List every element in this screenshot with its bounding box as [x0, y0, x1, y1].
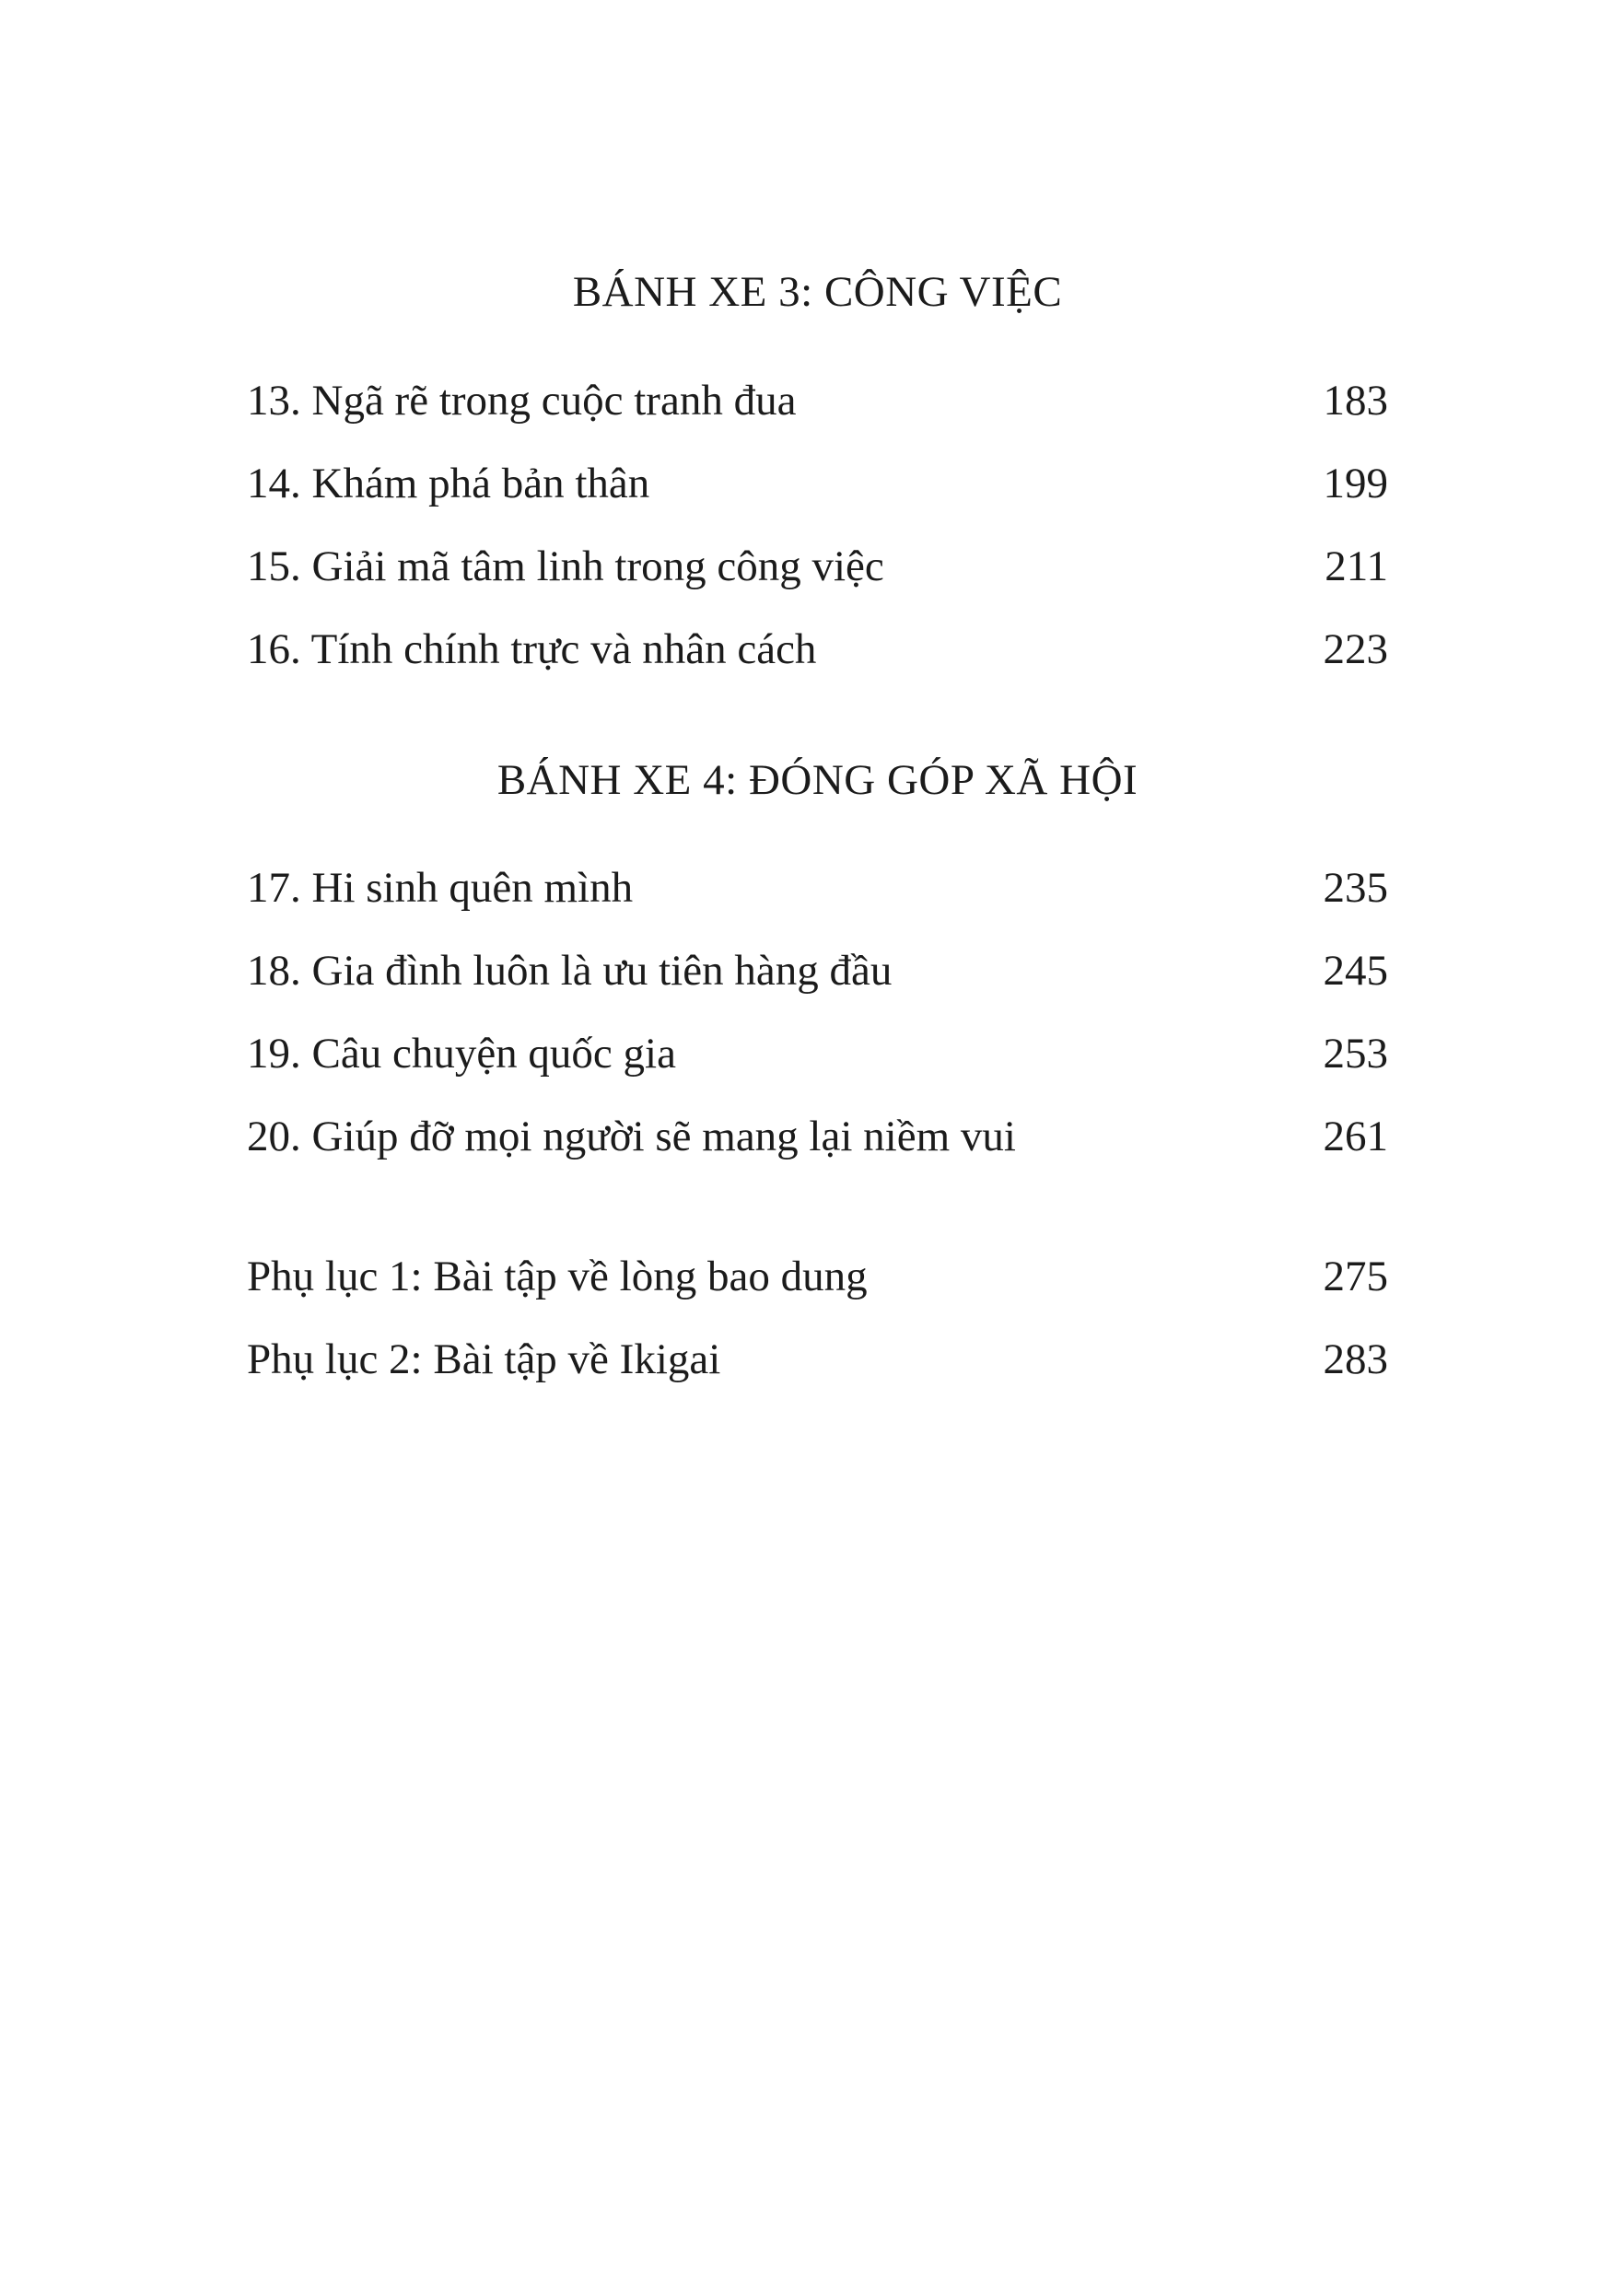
appendix-entry-page: 283 [1323, 1335, 1388, 1384]
toc-entry-page: 253 [1323, 1030, 1388, 1078]
toc-entry-page: 211 [1325, 542, 1388, 590]
appendix-entry-title: Phụ lục 1: Bài tập về lòng bao dung [247, 1253, 868, 1301]
toc-entry-page: 223 [1323, 624, 1388, 673]
toc-section-wheel-3 [247, 359, 1388, 691]
toc-section-wheel-4 [247, 846, 1388, 1178]
toc-entry-page: 235 [1323, 864, 1388, 913]
toc-entry-title: 18. Gia đình luôn là ưu tiên hàng đầu [247, 947, 893, 996]
toc-entry-title: 15. Giải mã tâm linh trong công việc [247, 542, 884, 590]
toc-entry-page: 261 [1323, 1113, 1388, 1161]
toc-entry-title: 19. Câu chuyện quốc gia [247, 1030, 676, 1078]
section-heading-wheel-4: BÁNH XE 4: ĐÓNG GÓP XÃ HỘI [496, 755, 1138, 804]
toc-entry-page: 245 [1323, 947, 1388, 996]
toc-entry [247, 442, 1388, 525]
appendix-entry [247, 1318, 1388, 1401]
toc-entry [247, 846, 1388, 929]
toc-entry-title: 13. Ngã rẽ trong cuộc tranh đua [247, 376, 797, 425]
toc-entry-title: 17. Hi sinh quên mình [247, 864, 634, 913]
toc-entry [247, 1012, 1388, 1095]
toc-appendices [247, 1235, 1388, 1401]
section-heading-wheel-3: BÁNH XE 3: CÔNG VIỆC [572, 268, 1063, 316]
toc-entry [247, 608, 1388, 691]
appendix-entry-page: 275 [1323, 1253, 1388, 1301]
appendix-entry-title: Phụ lục 2: Bài tập về Ikigai [247, 1335, 721, 1384]
toc-entry-page: 183 [1323, 376, 1388, 425]
toc-entry [247, 359, 1388, 442]
toc-entry [247, 929, 1388, 1012]
appendix-entry [247, 1235, 1388, 1318]
toc-entry-title: 16. Tính chính trực và nhân cách [247, 624, 817, 673]
toc-entry-title: 14. Khám phá bản thân [247, 459, 650, 507]
toc-entry-title: 20. Giúp đỡ mọi người sẽ mang lại niềm vui [247, 1113, 1016, 1161]
toc-entry-page: 199 [1323, 459, 1388, 507]
toc-entry [247, 1095, 1388, 1178]
toc-entry [247, 525, 1388, 608]
